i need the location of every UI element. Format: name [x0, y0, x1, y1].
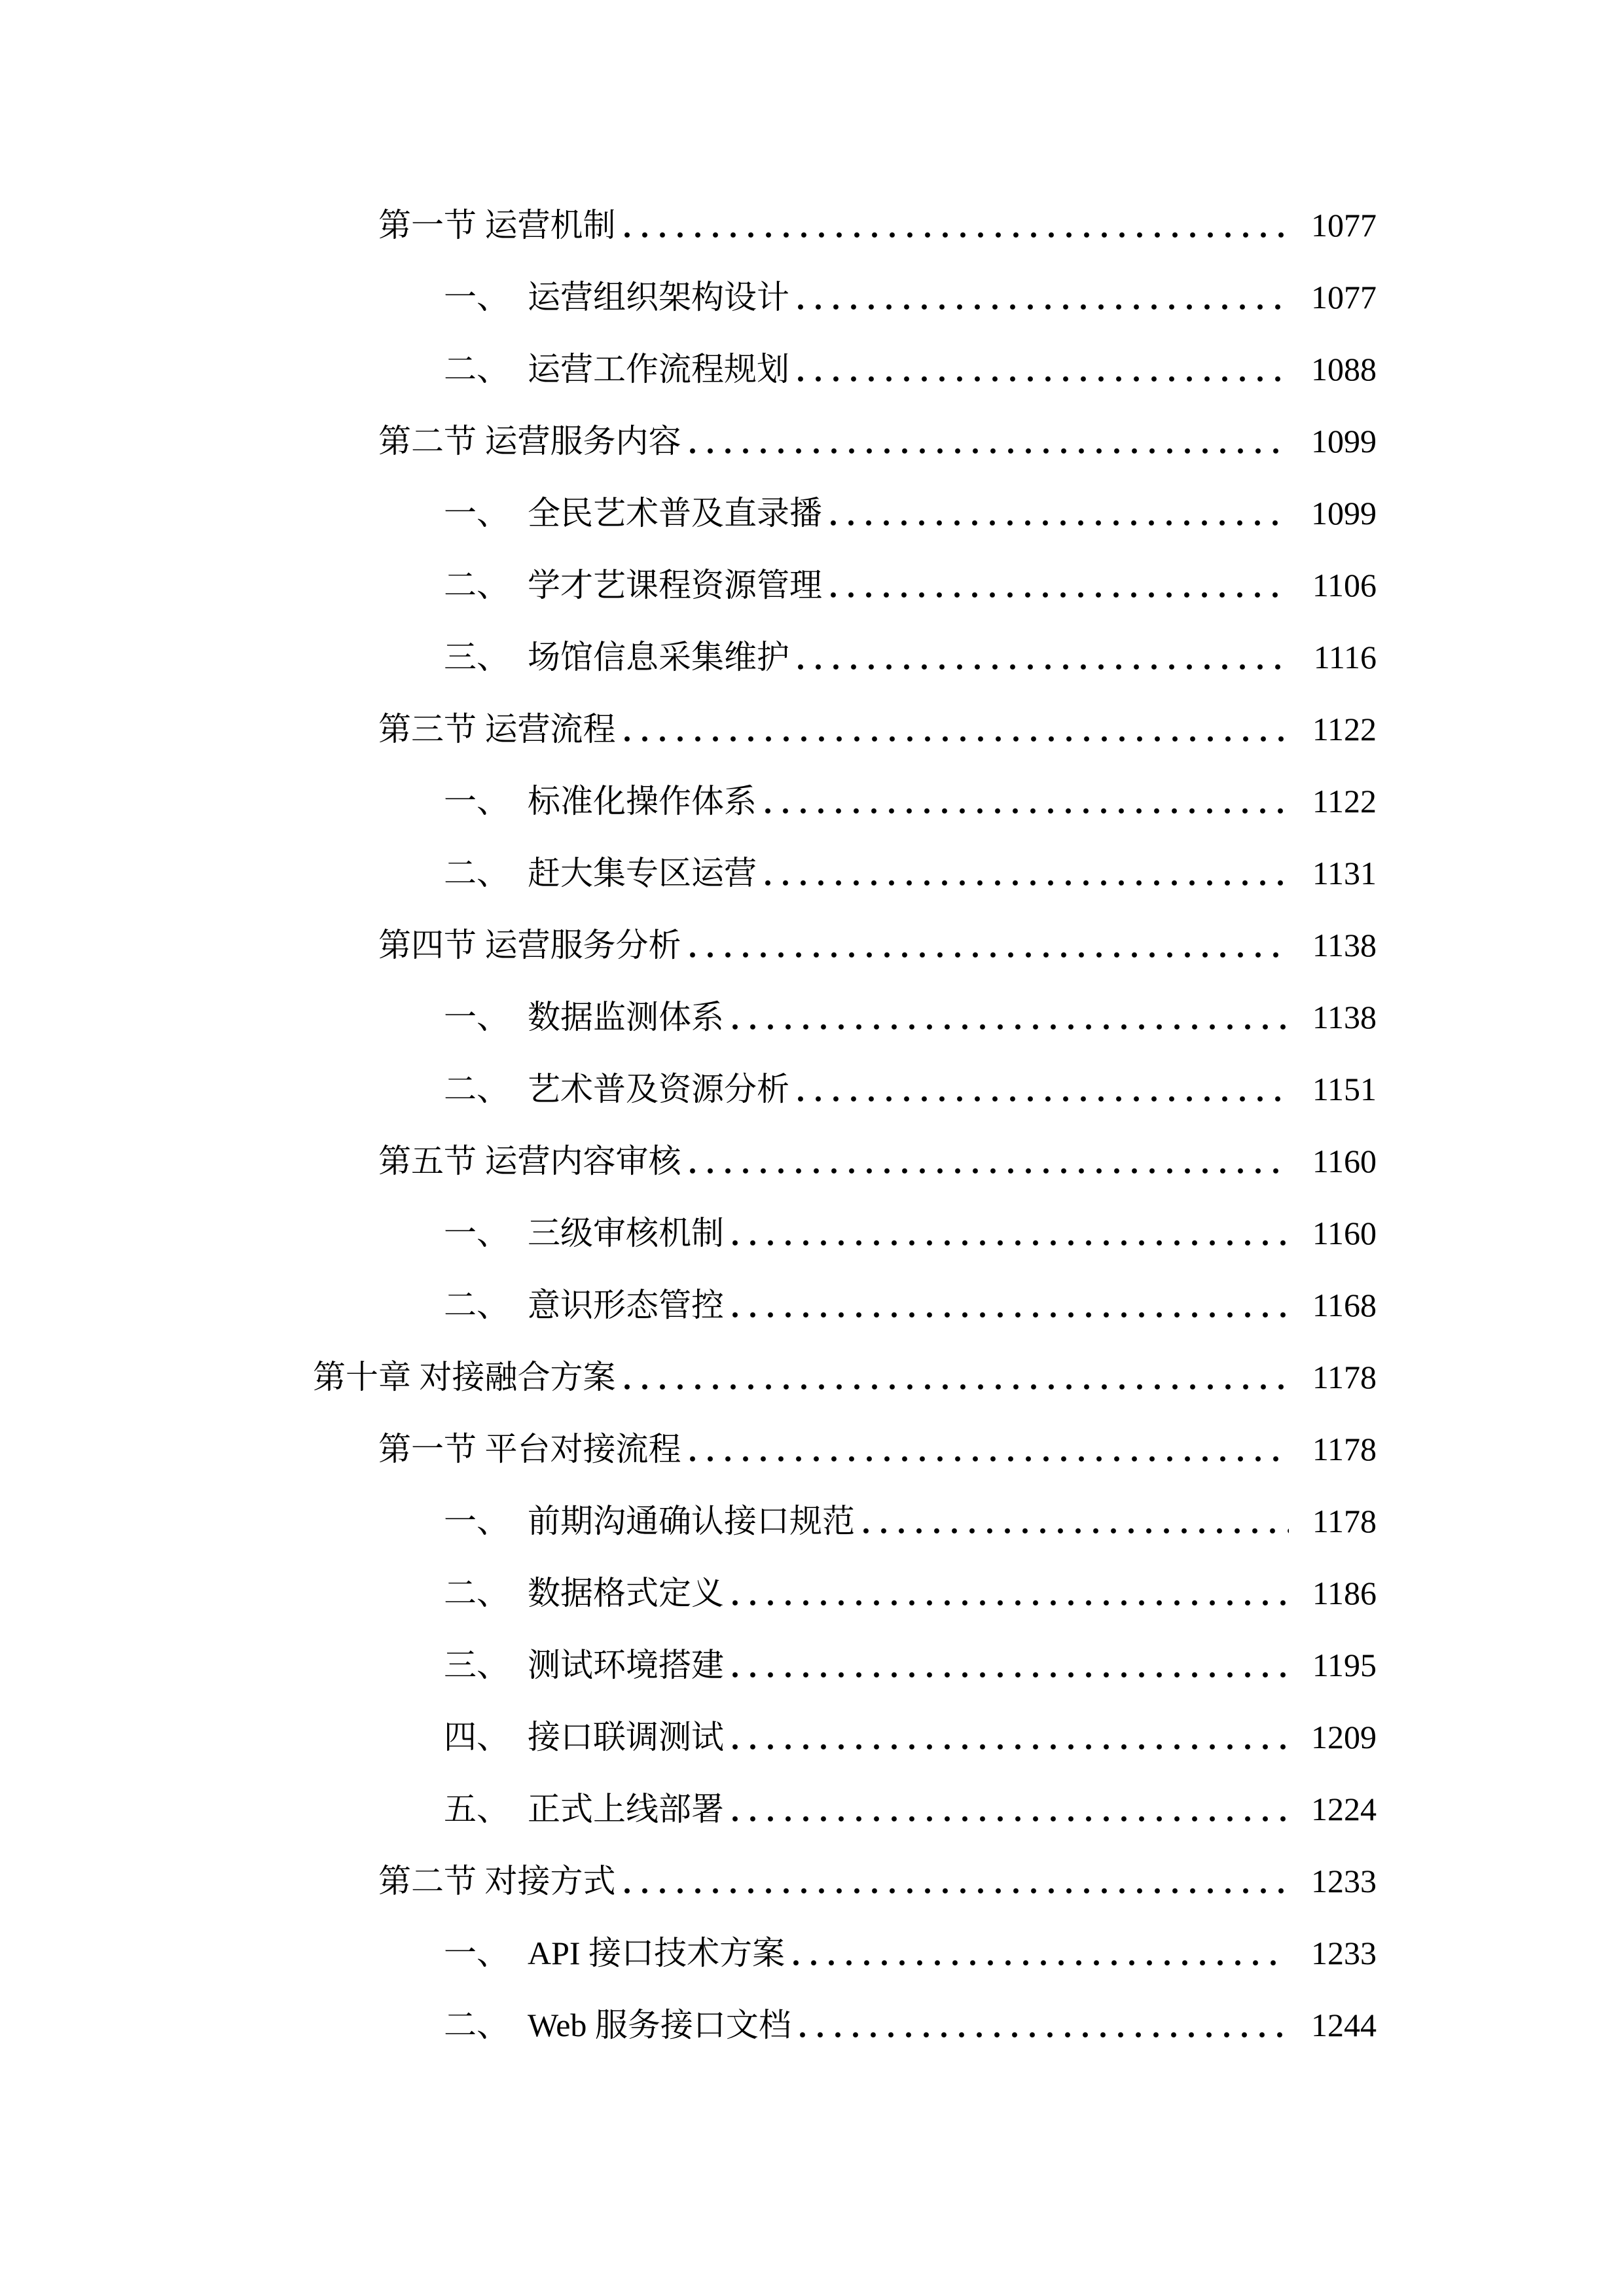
dot-leader	[732, 1744, 1288, 1750]
dot-leader	[689, 1168, 1289, 1174]
page-number: 1186	[1312, 1574, 1377, 1611]
toc-entry-number: 二、	[444, 854, 509, 891]
toc-entry	[444, 1268, 1377, 1340]
page-number: 1244	[1311, 2006, 1377, 2043]
toc-entry	[444, 1196, 1377, 1268]
dot-leader	[732, 1240, 1289, 1246]
toc-entry	[444, 476, 1377, 548]
dot-leader	[732, 1312, 1289, 1318]
toc-entry	[378, 188, 1377, 260]
toc-entry-title: 运营工作流程规划	[528, 350, 789, 387]
dot-leader	[799, 2032, 1288, 2038]
toc-entry-label: 第一节 平台对接流程	[378, 1430, 681, 1467]
page-number: 1178	[1312, 1358, 1377, 1395]
toc-entry-number: 二、	[444, 1286, 509, 1323]
toc-entry	[444, 620, 1377, 692]
toc-entry	[444, 1916, 1377, 1988]
page-number: 1138	[1312, 926, 1377, 963]
toc-entry-number: 一、	[444, 278, 509, 315]
page-number: 1099	[1311, 422, 1377, 459]
toc-entry-title: 正式上线部署	[528, 1790, 724, 1827]
dot-leader	[830, 520, 1288, 526]
page-number: 1106	[1312, 566, 1377, 603]
toc-entry-number: 四、	[444, 1718, 509, 1755]
toc-entry	[444, 1556, 1377, 1628]
toc-entry	[444, 260, 1377, 332]
dot-leader	[797, 376, 1288, 382]
page-number: 1160	[1312, 1142, 1377, 1179]
toc-entry	[444, 836, 1377, 908]
toc-entry-title: 接口联调测试	[528, 1718, 724, 1755]
page-number: 1178	[1312, 1502, 1377, 1539]
toc-entry-title: 意识形态管控	[528, 1286, 724, 1323]
page-number: 1151	[1312, 1070, 1377, 1107]
toc-entry-number: 三、	[444, 638, 509, 675]
toc-entry-title: 赶大集专区运营	[528, 854, 757, 891]
dot-leader	[732, 1024, 1289, 1030]
page-number: 1209	[1311, 1718, 1377, 1755]
toc-entry-title: 全民艺术普及直录播	[528, 494, 822, 531]
toc-entry	[444, 1988, 1377, 2060]
toc-entry-title: 运营组织架构设计	[528, 278, 789, 315]
toc-entry-number: 三、	[444, 1646, 509, 1683]
toc-entry	[444, 1628, 1377, 1700]
toc-entry-number: 二、	[444, 566, 509, 603]
page-number: 1077	[1311, 206, 1377, 243]
page-number: 1233	[1311, 1862, 1377, 1899]
toc-entry	[444, 1484, 1377, 1556]
dot-leader	[689, 952, 1289, 958]
dot-leader	[624, 736, 1289, 742]
dot-leader	[732, 1816, 1288, 1822]
toc-entry-title: 数据格式定义	[528, 1574, 724, 1611]
toc-entry-label: 第五节 运营内容审核	[378, 1142, 681, 1179]
dot-leader	[793, 1960, 1288, 1966]
page-number: 1077	[1311, 278, 1377, 315]
toc-entry	[378, 404, 1377, 476]
toc-entry	[444, 548, 1377, 620]
page-number: 1195	[1312, 1646, 1377, 1683]
page-number: 1178	[1312, 1430, 1377, 1467]
dot-leader	[797, 664, 1290, 670]
toc-entry-label: 第一节 运营机制	[378, 206, 616, 243]
toc-entry-number: 一、	[444, 1502, 509, 1539]
dot-leader	[765, 880, 1289, 886]
toc-entry-title: 学才艺课程资源管理	[528, 566, 822, 603]
toc-entry-title: 艺术普及资源分析	[528, 1070, 789, 1107]
toc-entry-title: 前期沟通确认接口规范	[528, 1502, 855, 1539]
page-number: 1224	[1311, 1790, 1377, 1827]
toc-entry-title: 数据监测体系	[528, 998, 724, 1035]
toc-entry-number: 二、	[444, 1070, 509, 1107]
toc-entry-title: 标准化操作体系	[528, 782, 757, 819]
toc-entry	[378, 692, 1377, 764]
toc-entry-title: 场馆信息采集维护	[528, 638, 789, 675]
dot-leader	[624, 1384, 1289, 1390]
page-number: 1168	[1312, 1286, 1377, 1323]
toc-entry	[444, 332, 1377, 404]
toc-entry-title: Web 服务接口文档	[528, 2006, 791, 2043]
toc-entry-label: 第二节 运营服务内容	[378, 422, 681, 459]
page-number: 1160	[1312, 1214, 1377, 1251]
toc-entry-title: 三级审核机制	[528, 1214, 724, 1251]
dot-leader	[624, 1888, 1288, 1894]
toc-list	[0, 188, 1377, 2060]
toc-entry	[444, 980, 1377, 1052]
dot-leader	[765, 808, 1289, 814]
page-number: 1122	[1312, 710, 1377, 747]
toc-entry-label: 第三节 运营流程	[378, 710, 616, 747]
page-number: 1099	[1311, 494, 1377, 531]
toc-entry-label: 第十章 对接融合方案	[313, 1358, 616, 1395]
dot-leader	[830, 592, 1289, 598]
toc-entry-number: 二、	[444, 350, 509, 387]
toc-entry-label: 第四节 运营服务分析	[378, 926, 681, 963]
dot-leader	[732, 1600, 1289, 1606]
toc-entry-label: 第二节 对接方式	[378, 1862, 616, 1899]
toc-entry-title: API 接口技术方案	[528, 1934, 785, 1971]
page-number: 1122	[1312, 782, 1377, 819]
toc-entry	[444, 1700, 1377, 1772]
toc-entry-number: 一、	[444, 1934, 509, 1971]
dot-leader	[689, 448, 1288, 454]
toc-entry	[444, 1772, 1377, 1844]
toc-entry	[378, 1412, 1377, 1484]
dot-leader	[732, 1672, 1289, 1678]
page-number: 1088	[1311, 350, 1377, 387]
page-number: 1138	[1312, 998, 1377, 1035]
toc-entry	[444, 764, 1377, 836]
toc-entry	[378, 1124, 1377, 1196]
dot-leader	[797, 1096, 1289, 1102]
toc-entry-number: 二、	[444, 1574, 509, 1611]
toc-entry-title: 测试环境搭建	[528, 1646, 724, 1683]
toc-entry-number: 五、	[444, 1790, 509, 1827]
page-number: 1131	[1312, 854, 1377, 891]
dot-leader	[797, 304, 1288, 310]
toc-entry-number: 一、	[444, 998, 509, 1035]
toc-entry	[444, 1052, 1377, 1124]
toc-entry-number: 一、	[444, 782, 509, 819]
dot-leader	[863, 1528, 1289, 1534]
toc-entry-number: 二、	[444, 2006, 509, 2043]
dot-leader	[689, 1456, 1289, 1462]
page-number: 1233	[1311, 1934, 1377, 1971]
toc-entry-number: 一、	[444, 494, 509, 531]
page-number: 1116	[1313, 638, 1377, 675]
toc-entry	[313, 1340, 1377, 1412]
dot-leader	[624, 232, 1288, 238]
toc-entry	[378, 1844, 1377, 1916]
toc-entry	[378, 908, 1377, 980]
toc-entry-number: 一、	[444, 1214, 509, 1251]
